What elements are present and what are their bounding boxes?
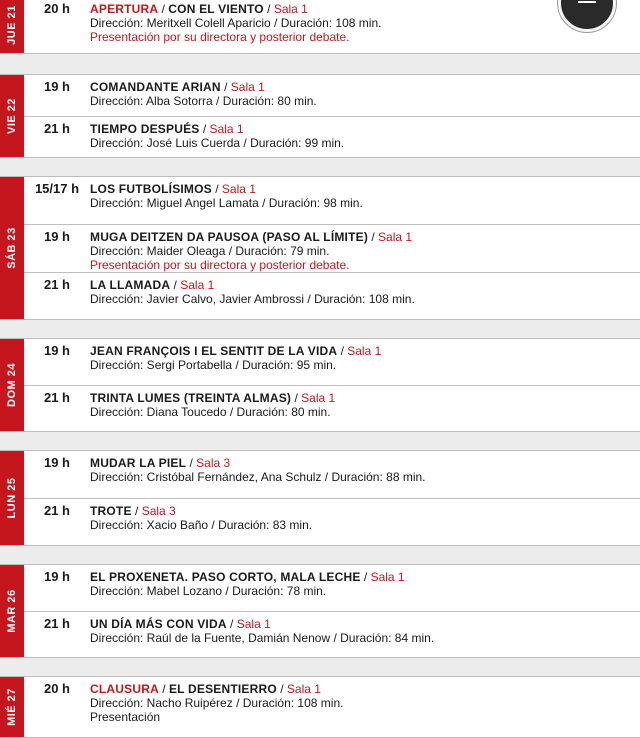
event-title-line: [90, 122, 640, 136]
event-title[interactable]: MUDAR LA PIEL: [90, 456, 187, 470]
event-detail: Dirección: Raúl de la Fuente, Damián Nenow / Duración: 84 min.: [90, 630, 435, 645]
event-title[interactable]: EL PROXENETA. PASO CORTO, MALA LECHE: [90, 570, 361, 584]
event-info: [90, 681, 640, 724]
day-label-text: VIE 22: [6, 97, 18, 135]
event-detail: Dirección: Diana Toucedo / Duración: 80 min.: [90, 404, 331, 419]
event-row[interactable]: [24, 386, 640, 432]
event-list: [24, 75, 640, 157]
event-info: [90, 181, 640, 210]
event-list: [24, 565, 640, 657]
day-block-dom-24: [0, 338, 640, 432]
event-row[interactable]: [24, 75, 640, 117]
event-venue: Sala 1: [301, 390, 336, 405]
event-venue: Sala 1: [230, 80, 265, 94]
event-row[interactable]: [24, 677, 640, 737]
event-venue: Sala 1: [273, 2, 308, 16]
day-block-jue-21: [0, 0, 640, 54]
event-detail: Dirección: Miguel Angel Lamata / Duración: 98 min.: [90, 196, 363, 210]
separator: /: [131, 503, 142, 518]
event-title[interactable]: TROTE: [90, 503, 132, 518]
event-row[interactable]: [24, 225, 640, 273]
event-title-line: [90, 456, 640, 470]
event-row[interactable]: [24, 117, 640, 158]
event-title[interactable]: UN DÍA MÁS CON VIDA: [90, 616, 227, 631]
event-row[interactable]: [24, 273, 640, 320]
event-time: 20 h: [43, 681, 70, 696]
event-row[interactable]: [24, 612, 640, 658]
event-time: 21 h: [43, 389, 70, 405]
day-label-text: MAR 26: [6, 589, 18, 633]
event-info: [90, 277, 640, 306]
day-label-text: SÁB 23: [6, 227, 18, 269]
event-time: 19 h: [43, 569, 70, 584]
separator: /: [220, 80, 231, 94]
event-title[interactable]: CON EL VIENTO: [168, 2, 264, 16]
event-time: 19 h: [43, 79, 70, 94]
event-detail: Dirección: Mabel Lozano / Duración: 78 min.: [90, 584, 327, 598]
event-time: 19 h: [43, 343, 70, 358]
day-label: [0, 339, 24, 431]
event-list: [24, 677, 640, 737]
event-row[interactable]: [24, 499, 640, 546]
event-title-line: [90, 682, 640, 696]
event-info: [90, 569, 640, 598]
event-list: [24, 339, 640, 431]
event-label-highlight: CLAUSURA: [90, 682, 159, 696]
day-label-text: LUN 25: [6, 477, 18, 519]
day-label: [0, 451, 24, 545]
event-detail: Dirección: Alba Sotorra / Duración: 80 min.: [90, 94, 317, 108]
event-venue: Sala 1: [209, 121, 244, 136]
event-time: 19 h: [43, 455, 70, 470]
separator: /: [158, 2, 169, 16]
separator: /: [199, 121, 210, 136]
day-label: [0, 565, 24, 657]
separator: /: [226, 616, 237, 631]
day-block-vie-22: [0, 74, 640, 158]
event-time: 15/17 h: [34, 181, 80, 196]
day-block-sab-23: [0, 176, 640, 320]
separator: /: [186, 456, 197, 470]
separator: /: [291, 390, 302, 405]
event-venue: Sala 1: [221, 182, 256, 196]
event-title[interactable]: TRINTA LUMES (TREINTA ALMAS): [90, 390, 292, 405]
event-title[interactable]: LOS FUTBOLÍSIMOS: [90, 182, 212, 196]
event-row[interactable]: [24, 565, 640, 612]
event-row[interactable]: [24, 451, 640, 499]
event-list: [24, 0, 640, 53]
event-info: [90, 616, 640, 645]
separator: /: [368, 229, 379, 244]
event-detail: Dirección: Xacio Baño / Duración: 83 min.: [90, 517, 313, 532]
event-time: 21 h: [43, 615, 70, 631]
separator: /: [211, 182, 222, 196]
event-venue: Sala 3: [141, 503, 176, 518]
event-title-line: [90, 391, 640, 405]
event-title[interactable]: LA LLAMADA: [90, 277, 171, 292]
event-time: 21 h: [43, 502, 70, 518]
event-detail: Dirección: Cristóbal Fernández, Ana Schulz / Duración: 88 min.: [90, 470, 426, 484]
event-title-line: [90, 617, 640, 631]
event-venue: Sala 1: [378, 229, 413, 244]
event-time: 21 h: [43, 276, 70, 292]
separator: /: [263, 2, 274, 16]
event-time: 21 h: [43, 120, 70, 136]
menu-icon-bar: [578, 1, 596, 3]
event-title[interactable]: TIEMPO DESPUÉS: [90, 121, 200, 136]
event-list: [24, 451, 640, 545]
separator: /: [158, 682, 169, 696]
event-detail: Dirección: Nacho Ruipérez / Duración: 108 min.: [90, 696, 344, 710]
event-info: [90, 455, 640, 484]
event-row[interactable]: [24, 0, 640, 53]
event-venue: Sala 1: [347, 344, 382, 358]
event-info: [90, 79, 640, 108]
day-label: [0, 75, 24, 157]
event-title-line: [90, 80, 640, 94]
day-block-lun-25: [0, 450, 640, 546]
day-label-text: JUE 21: [6, 5, 18, 45]
event-venue: Sala 1: [236, 616, 271, 631]
event-detail: Dirección: Maider Oleaga / Duración: 79 min.: [90, 243, 330, 258]
event-info: [90, 390, 640, 419]
event-title[interactable]: JEAN FRANÇOIS I EL SENTIT DE LA VIDA: [90, 344, 338, 358]
day-label-text: MIÉ 27: [6, 688, 18, 726]
event-title[interactable]: EL DESENTIERRO: [168, 682, 277, 696]
separator: /: [276, 682, 287, 696]
separator: /: [170, 277, 181, 292]
event-title-line: [90, 182, 640, 196]
event-time: 20 h: [43, 1, 70, 16]
event-info: [90, 343, 640, 372]
event-note: Presentación por su directora y posterior debate.: [90, 257, 350, 272]
event-info: [90, 503, 640, 532]
event-venue: Sala 1: [180, 277, 215, 292]
event-time: 19 h: [43, 228, 70, 244]
event-info: [90, 121, 640, 150]
event-note: Presentación por su directora y posterior debate.: [90, 30, 350, 44]
event-detail: Dirección: Meritxell Colell Aparicio / Duración: 108 min.: [90, 16, 382, 30]
event-note: Presentación: [90, 710, 161, 724]
event-venue: Sala 3: [196, 456, 231, 470]
event-venue: Sala 1: [370, 570, 405, 584]
day-label-text: DOM 24: [6, 363, 18, 407]
event-row[interactable]: [24, 339, 640, 386]
event-label-highlight: APERTURA: [90, 2, 159, 16]
event-title-line: [90, 344, 640, 358]
event-title[interactable]: MUGA DEITZEN DA PAUSOA (PASO AL LÍMITE): [90, 229, 369, 244]
separator: /: [337, 344, 348, 358]
event-title-line: [90, 570, 640, 584]
event-info: [90, 229, 640, 272]
event-venue: Sala 1: [286, 682, 321, 696]
event-detail: Dirección: Javier Calvo, Javier Ambrossi / Duración: 108 min.: [90, 291, 415, 306]
event-title-line: [90, 278, 640, 292]
event-title-line: [90, 230, 640, 244]
day-label: [0, 177, 24, 319]
event-detail: Dirección: José Luis Cuerda / Duración: 99 min.: [90, 135, 345, 150]
day-block-mar-26: [0, 564, 640, 658]
event-list: [24, 177, 640, 319]
event-title-line: [90, 504, 640, 518]
day-block-mie-27: [0, 676, 640, 738]
separator: /: [360, 570, 371, 584]
day-label: [0, 677, 24, 737]
event-title[interactable]: COMANDANTE ARIAN: [90, 80, 221, 94]
event-detail: Dirección: Sergi Portabella / Duración: 95 min.: [90, 358, 337, 372]
event-row[interactable]: [24, 177, 640, 225]
day-label: [0, 0, 24, 53]
